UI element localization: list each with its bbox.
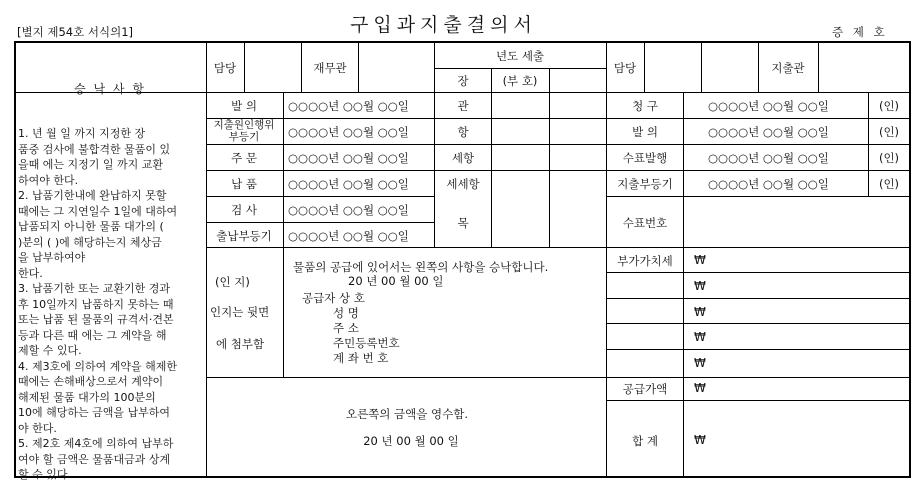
- divider: [14, 92, 911, 93]
- divider: [206, 377, 911, 378]
- note-line: 제할 수 있다.: [18, 344, 82, 357]
- note-line: 3. 납품기한 또는 교환기한 경과: [18, 282, 170, 295]
- won-sign: ₩: [694, 381, 706, 395]
- divider: [358, 42, 359, 92]
- note-line: 또는 납품 된 물품의 규격서·견본: [18, 313, 174, 326]
- note-line: 등과 다른 때 에는 그 계약을 해: [18, 328, 167, 342]
- divider: [606, 42, 607, 478]
- divider: [491, 68, 492, 247]
- row-label-proposal: 발 의: [632, 125, 658, 139]
- proof-number-label: 증 제 호: [832, 25, 888, 39]
- row-label-ledger: 출납부등기: [216, 229, 272, 243]
- date-field[interactable]: ○○○○년 ○○월 ○○일: [288, 125, 409, 139]
- row-label-inspection: 검 사: [231, 203, 257, 217]
- date-field[interactable]: ○○○○년 ○○월 ○○일: [288, 177, 409, 191]
- note-line: 4. 제3호에 의하여 계약을 해제한: [18, 359, 177, 373]
- divider: [549, 68, 550, 247]
- note-line: 을때 에는 지정기 일 까지 교환: [18, 158, 163, 171]
- divider: [701, 42, 702, 92]
- note-line: 때에는 손해배상으로서 계약이: [18, 375, 164, 388]
- divider: [818, 42, 819, 92]
- divider: [244, 42, 245, 92]
- date-field[interactable]: ○○○○년 ○○월 ○○일: [288, 203, 409, 217]
- note-line: 해제된 물품 대가의 100분의: [18, 390, 156, 404]
- budget-gwan-label: 관: [457, 99, 469, 113]
- divider: [606, 196, 911, 197]
- note-line: 을 납부하여야: [18, 251, 86, 264]
- buho-label: (부 호): [502, 74, 538, 88]
- divider: [206, 144, 606, 145]
- note-line: 야 한다.: [18, 421, 57, 435]
- jichulgwan-label: 지출관: [771, 61, 805, 75]
- won-sign: ₩: [694, 330, 706, 344]
- divider: [683, 92, 684, 478]
- date-field[interactable]: ○○○○년 ○○월 ○○일: [288, 151, 409, 165]
- supply-amount-label: 공급가액: [622, 382, 668, 396]
- budget-sehang-label: 세항: [451, 151, 475, 165]
- divider: [206, 42, 207, 478]
- form-id-label: [별지 제54호 서식의1]: [17, 25, 133, 39]
- date-field[interactable]: ○○○○년 ○○월 ○○일: [708, 151, 829, 165]
- vat-label: 부가가치세: [617, 254, 673, 268]
- divider: [606, 298, 911, 299]
- divider: [206, 196, 434, 197]
- won-sign: ₩: [694, 253, 706, 267]
- row-label-obligation: 지출원인행위부등기: [213, 119, 275, 143]
- note-line: 5. 제2호 제4호에 의하여 납부하: [18, 437, 174, 450]
- divider: [606, 144, 911, 145]
- receipt-text: 오른쪽의 금액을 영수함.: [345, 407, 469, 421]
- date-field[interactable]: ○○○○년 ○○월 ○○일: [708, 125, 829, 139]
- stamp-label: (인 지): [215, 275, 250, 289]
- damdang-label: 담당: [213, 61, 237, 75]
- jaemugwan-label: 재무관: [313, 61, 347, 75]
- budget-hang-label: 항: [457, 125, 469, 139]
- row-label-check-issue: 수표발행: [622, 151, 668, 165]
- seal-mark: (인): [878, 151, 900, 165]
- row-label-balui: 발 의: [231, 99, 257, 113]
- note-line: 품중 검사에 불합격한 물품이 있: [18, 142, 171, 156]
- divider: [206, 170, 606, 171]
- supplier-date[interactable]: 20 년 00 월 00 일: [348, 274, 444, 288]
- divider: [206, 247, 911, 248]
- won-sign: ₩: [694, 356, 706, 370]
- note-line: 하여야 한다.: [18, 173, 79, 187]
- stamp-note-1: 인지는 뒷면: [210, 305, 270, 319]
- note-line: 후 10일까지 납품하지 못하는 때: [18, 297, 174, 311]
- note-line: 납품되지 아니한 물품 대가의 (: [18, 220, 164, 233]
- supplier-company-label: 공급자 상 호: [302, 291, 365, 305]
- won-sign: ₩: [694, 279, 706, 293]
- won-sign: ₩: [694, 433, 706, 447]
- supplier-address-label: 주 소: [333, 321, 359, 335]
- stamp-note-2: 에 첨부함: [216, 337, 265, 351]
- divider: [606, 170, 911, 171]
- row-label-expense-ledger: 지출부등기: [617, 177, 673, 191]
- consent-heading: 승 낙 사 항: [74, 82, 146, 96]
- seal-mark: (인): [878, 125, 900, 139]
- divider: [283, 247, 284, 377]
- budget-mok-label: 목: [457, 216, 469, 230]
- date-field[interactable]: ○○○○년 ○○월 ○○일: [288, 99, 409, 113]
- divider: [606, 400, 911, 401]
- supplier-name-label: 성 명: [333, 306, 359, 320]
- divider: [301, 42, 302, 92]
- won-sign: ₩: [694, 305, 706, 319]
- note-line: 10에 해당하는 금액을 납부하여: [18, 406, 170, 419]
- seal-mark: (인): [878, 177, 900, 191]
- damdang2-label: 담당: [613, 61, 637, 75]
- divider: [644, 42, 645, 92]
- row-label-claim: 청 구: [632, 99, 658, 113]
- seal-mark: (인): [878, 99, 900, 113]
- note-line: )분의 ( )에 해당하는지 체상금: [18, 235, 162, 249]
- jang-label: 장: [457, 74, 469, 88]
- supplier-account-label: 계 좌 번 호: [333, 351, 389, 365]
- supplier-reg-label: 주민등록번호: [333, 336, 400, 350]
- consent-notes: [18, 126, 206, 483]
- row-label-order: 주 문: [231, 151, 257, 165]
- receipt-date[interactable]: 20 년 00 월 00 일: [363, 434, 459, 448]
- divider: [758, 42, 759, 92]
- row-label-delivery: 납 품: [231, 177, 257, 191]
- divider: [606, 118, 911, 119]
- note-line: 2. 납품기한내에 완납하지 못할: [18, 189, 167, 202]
- date-field[interactable]: ○○○○년 ○○월 ○○일: [708, 177, 829, 191]
- divider: [606, 349, 911, 350]
- fiscal-year-label: 년도 세출: [495, 49, 545, 63]
- date-field[interactable]: ○○○○년 ○○월 ○○일: [288, 229, 409, 243]
- supplier-consent: 물품의 공급에 있어서는 왼쪽의 사항을 승낙합니다.: [293, 260, 549, 274]
- form-title: 구입과지출결의서: [350, 14, 537, 36]
- note-line: 1. 년 월 일 까지 지정한 장: [18, 127, 146, 140]
- note-line: 할 수 있다.: [18, 468, 71, 481]
- budget-sesehang-label: 세세항: [446, 177, 480, 191]
- note-line: 때에는 그 지연일수 1일에 대하여: [18, 204, 178, 218]
- divider: [434, 68, 606, 69]
- date-field[interactable]: ○○○○년 ○○월 ○○일: [708, 99, 829, 113]
- check-number-label: 수표번호: [622, 216, 668, 230]
- divider: [606, 272, 911, 273]
- note-line: 여야 할 금액은 물품대금과 상계: [18, 452, 171, 466]
- note-line: 한다.: [18, 266, 43, 280]
- total-label: 합 계: [632, 434, 658, 448]
- divider: [606, 323, 911, 324]
- divider: [206, 222, 434, 223]
